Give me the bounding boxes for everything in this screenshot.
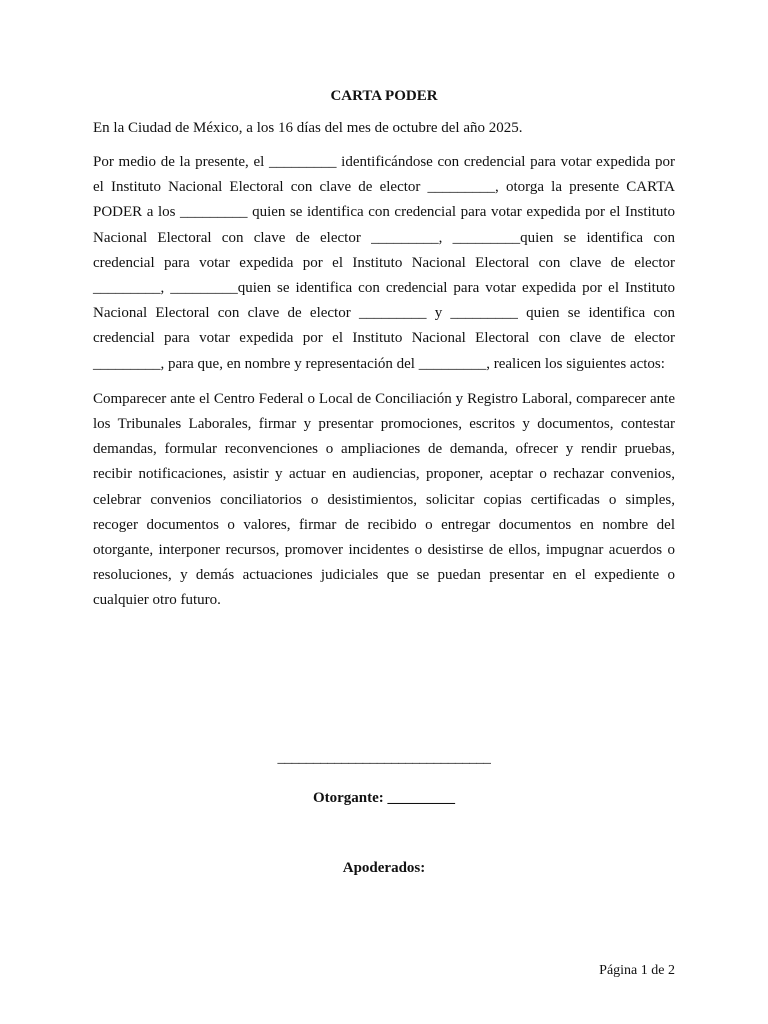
document-body	[93, 86, 675, 624]
signature-block	[0, 748, 768, 878]
document-title: CARTA PODER	[330, 88, 438, 104]
date-paragraph: En la Ciudad de México, a los 16 días del mes de octubre del año 2025.	[93, 120, 523, 136]
signature-line: ______________________________	[277, 750, 491, 766]
grant-paragraph: Por medio de la presente, el _________ identificándose con credencial para votar expedida por el Instituto Nacional Electoral con clave de elector _________, otorga la presente CARTA PODER a los _________ quien se identifica con credencial para votar expedida por el Instituto Nacional Electoral con clave de elector _________, _________quien se identifica con credencial para votar expedida por el Instituto Nacional Electoral con clave de elector _________, _________quien se identifica con credencial para votar expedida por el Instituto Nacional Electoral con clave de elector _________ y _________ quien se identifica con credencial para votar expedida por el Instituto Nacional Electoral con clave de elector _________, para que, en nombre y representación del _________, realicen los siguientes actos:	[93, 154, 675, 372]
powers-paragraph: Comparecer ante el Centro Federal o Local de Conciliación y Registro Laboral, comparecer ante los Tribunales Laborales, firmar y presentar promociones, escritos y documentos, contestar demandas, formular reconvenciones o ampliaciones de demanda, ofrecer y rendir pruebas, recibir notificaciones, asistir y actuar en audiencias, proponer, aceptar o rechazar convenios, celebrar convenios conciliatorios o desistimientos, solicitar copias certificadas o simples, recoger documentos o valores, firmar de recibido o entregar documentos en nombre del otorgante, interponer recursos, promover incidentes o desistirse de ellos, impugnar acuerdos o resoluciones, y demás actuaciones judiciales que se puedan presentar en el expediente o cualquier otro futuro.	[93, 390, 675, 609]
otorgante-label: Otorgante: _________	[312, 790, 456, 806]
apoderados-label: Apoderados:	[342, 860, 426, 876]
page-number: Página 1 de 2	[599, 963, 675, 978]
